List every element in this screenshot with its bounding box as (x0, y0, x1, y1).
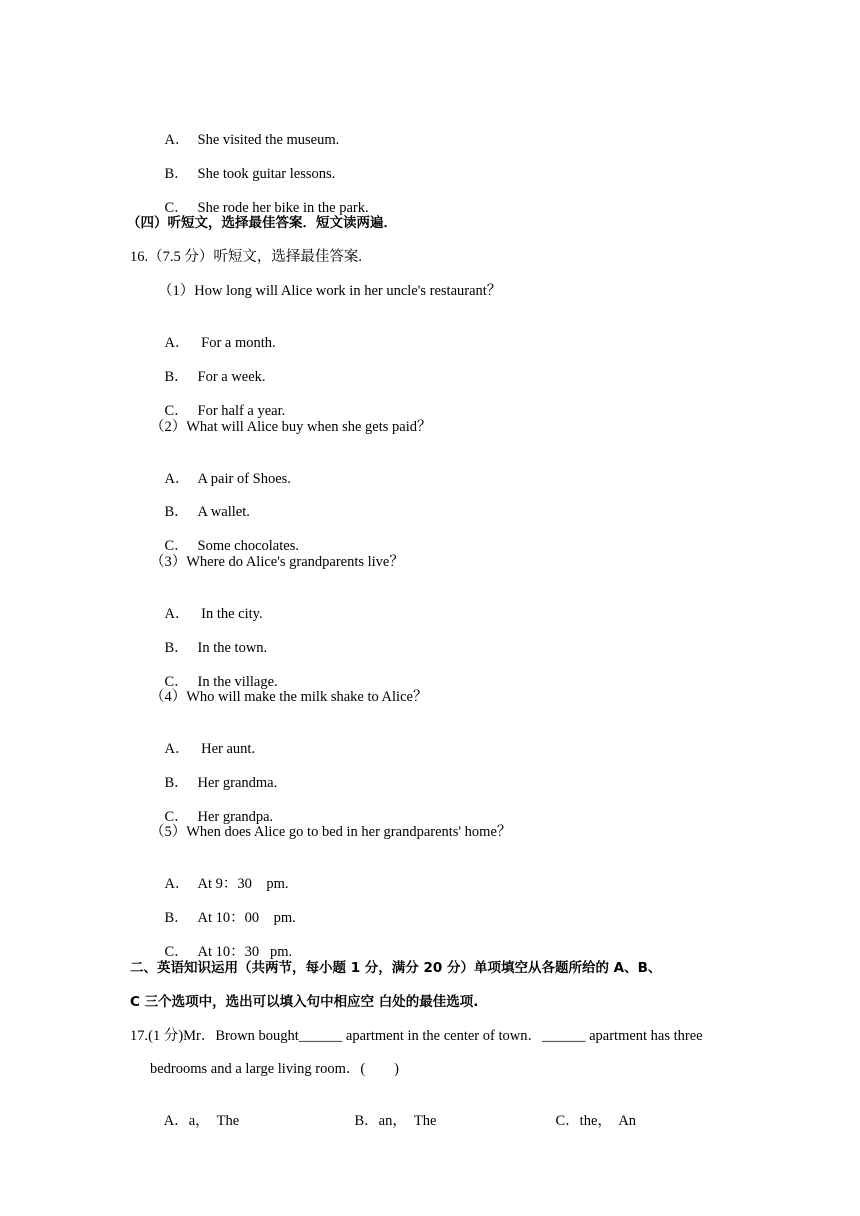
q17-stem-line2: bedrooms and a large living room．( ) (150, 1061, 399, 1077)
q16-sub1-question: （1）How long will Alice work in her uncle's restaurant？ (158, 283, 502, 299)
option-label: A． (164, 741, 190, 757)
option-label: C． (164, 200, 189, 216)
option-text: For a month. (197, 335, 276, 351)
option-label: C． (164, 538, 189, 554)
option-text: A pair of Shoes. (197, 471, 291, 487)
option-text: a， The (188, 1113, 240, 1129)
option-text: Her grandma. (197, 775, 278, 791)
q17-option-c (541, 1094, 636, 1148)
option-label: A． (164, 132, 190, 148)
q16-sub3-question: （3）Where do Alice's grandparents live？ (150, 554, 404, 570)
part2-heading-line2: C 三个选项中，选出可以填入句中相应空 白处的最佳选项. (130, 994, 479, 1010)
q16-stem: 16.（7.5 分）听短文，选择最佳答案. (130, 249, 362, 265)
q16-sub5-question: （5）When does Alice go to bed in her grandparents' home？ (150, 824, 512, 840)
option-text: the， An (579, 1113, 637, 1129)
part2-heading-line1: 二、英语知识运用（共两节，每小题 1 分，满分 20 分）单项填空从各题所给的 A、B、 (130, 960, 662, 976)
option-text: In the city. (197, 606, 263, 622)
option-label: B． (164, 910, 189, 926)
option-label: C． (164, 403, 189, 419)
option-text: Some chocolates. (197, 538, 299, 554)
option-label: B． (164, 504, 189, 520)
option-label: A． (164, 335, 190, 351)
option-label: C． (164, 944, 189, 960)
q17-stem-line1: 17.(1 分)Mr．Brown bought______ apartment in the center of town．______ apartment has three (130, 1028, 703, 1044)
option-label: B． (164, 775, 189, 791)
option-text: Her aunt. (197, 741, 256, 757)
option-label: A． (164, 606, 190, 622)
option-label: C． (164, 809, 189, 825)
option-label: C． (555, 1113, 580, 1129)
option-label: A． (163, 1113, 189, 1129)
option-text: She took guitar lessons. (197, 166, 336, 182)
section4-heading: （四）听短文，选择最佳答案．短文读两遍． (127, 215, 397, 231)
option-label: B． (354, 1113, 379, 1129)
option-text: In the village. (197, 674, 278, 690)
option-text: She visited the museum. (197, 132, 340, 148)
option-text: At 9：30 pm. (197, 876, 289, 892)
q16-sub2-question: （2）What will Alice buy when she gets paid？ (150, 419, 432, 435)
option-label: C． (164, 674, 189, 690)
option-label: A． (164, 876, 190, 892)
q17-option-a (150, 1094, 239, 1148)
option-label: A． (164, 471, 190, 487)
option-label: B． (164, 640, 189, 656)
option-text: In the town. (197, 640, 268, 656)
option-text: At 10：30 pm. (197, 944, 293, 960)
option-text: Her grandpa. (197, 809, 274, 825)
option-text: For half a year. (197, 403, 286, 419)
option-label: B． (164, 369, 189, 385)
option-text: an， The (378, 1113, 437, 1129)
option-text: A wallet. (197, 504, 250, 520)
option-text: At 10：00 pm. (197, 910, 296, 926)
q17-option-b (340, 1094, 436, 1148)
option-label: B． (164, 166, 189, 182)
q16-sub4-question: （4）Who will make the milk shake to Alice？ (150, 689, 428, 705)
option-text: She rode her bike in the park. (197, 200, 369, 216)
option-text: For a week. (197, 369, 266, 385)
